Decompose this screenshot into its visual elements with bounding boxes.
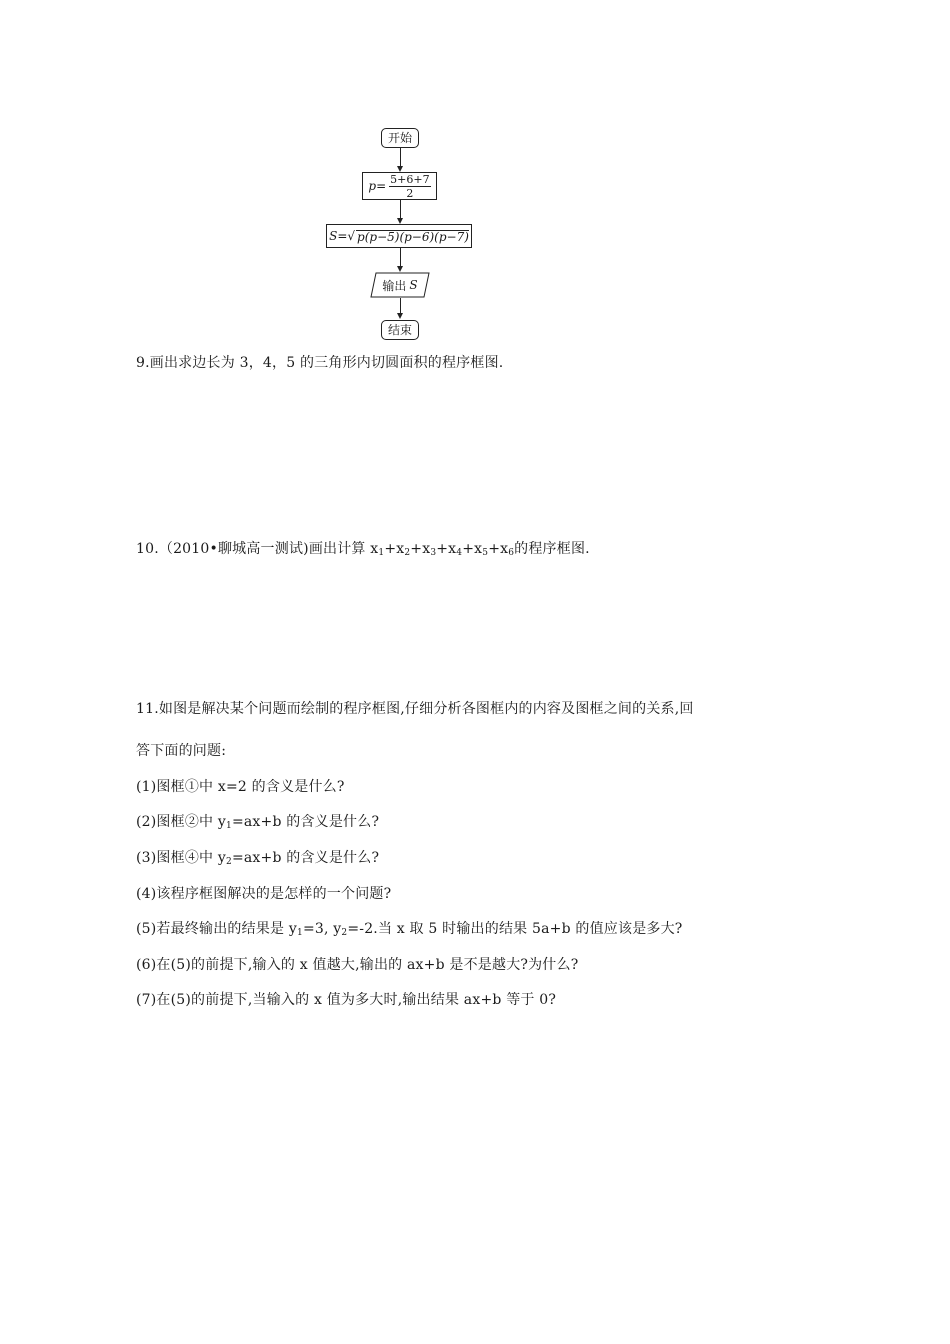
s-equals: = bbox=[337, 229, 348, 243]
sub-question-5-c: =-2.当 x 取 5 时输出的结果 5a+b 的值应该是多大? bbox=[347, 921, 683, 937]
sqrt-icon: √ bbox=[347, 229, 356, 243]
s-radicand: p(p−5)(p−6)(p−7) bbox=[357, 229, 469, 244]
sub-question-2-post: =ax+b 的含义是什么? bbox=[231, 814, 380, 830]
flowchart-output bbox=[370, 272, 430, 298]
p-variable: p bbox=[368, 179, 377, 193]
flowchart-end: 结束 bbox=[381, 320, 419, 340]
p-denominator: 2 bbox=[406, 186, 414, 200]
subscript-1: 1 bbox=[297, 928, 303, 938]
flowchart-compute-s bbox=[326, 224, 472, 248]
question-10-sum: $x_1+x_2+x_3+x_4+x_5+x_6$ bbox=[370, 541, 515, 558]
sub-question-1: (1)图框①中 x=2 的含义是什么? bbox=[136, 779, 345, 795]
s-variable: S bbox=[329, 229, 338, 243]
question-11-line-1: 11.如图是解决某个问题而绘制的程序框图,仔细分析各图框内的内容及图框之间的关系,回 bbox=[136, 701, 694, 717]
question-10 bbox=[136, 538, 590, 558]
output-variable: S bbox=[409, 278, 418, 292]
flowchart-start: 开始 bbox=[381, 128, 419, 148]
subscript-1: 1 bbox=[226, 821, 232, 831]
question-10-suffix: 的程序框图. bbox=[514, 541, 590, 557]
sub-question-3-pre: (3)图框④中 y bbox=[136, 850, 226, 866]
sub-question-5-b: =3, y bbox=[302, 921, 342, 937]
flow-connector bbox=[400, 148, 401, 168]
output-label: 输出 bbox=[382, 278, 407, 293]
p-numerator: 5+6+7 bbox=[390, 172, 430, 186]
sub-question-3 bbox=[136, 847, 379, 867]
flowchart-compute-p bbox=[362, 172, 437, 200]
question-9: 9.画出求边长为 3，4，5 的三角形内切圆面积的程序框图. bbox=[136, 355, 504, 371]
flowchart bbox=[0, 0, 950, 350]
p-equals: = bbox=[376, 179, 387, 193]
sub-question-5 bbox=[136, 918, 683, 938]
sub-question-3-post: =ax+b 的含义是什么? bbox=[231, 850, 380, 866]
subscript-2: 2 bbox=[226, 857, 232, 867]
question-11-line-2: 答下面的问题: bbox=[136, 743, 227, 759]
flow-connector bbox=[400, 200, 401, 220]
sub-question-5-a: (5)若最终输出的结果是 y bbox=[136, 921, 297, 937]
subscript-2: 2 bbox=[341, 928, 348, 938]
output-label-wrap bbox=[370, 272, 430, 298]
sub-question-6: (6)在(5)的前提下,输入的 x 值越大,输出的 ax+b 是不是越大?为什么? bbox=[136, 957, 579, 973]
flow-connector bbox=[400, 248, 401, 268]
p-fraction bbox=[389, 174, 430, 199]
sub-question-4: (4)该程序框图解决的是怎样的一个问题? bbox=[136, 886, 392, 902]
sub-question-7: (7)在(5)的前提下,当输入的 x 值为多大时,输出结果 ax+b 等于 0? bbox=[136, 992, 557, 1008]
flow-arrow bbox=[397, 313, 403, 319]
question-10-prefix: 10.（2010•聊城高一测试)画出计算 bbox=[136, 541, 371, 557]
sub-question-2-pre: (2)图框②中 y bbox=[136, 814, 226, 830]
sub-question-2 bbox=[136, 811, 379, 831]
